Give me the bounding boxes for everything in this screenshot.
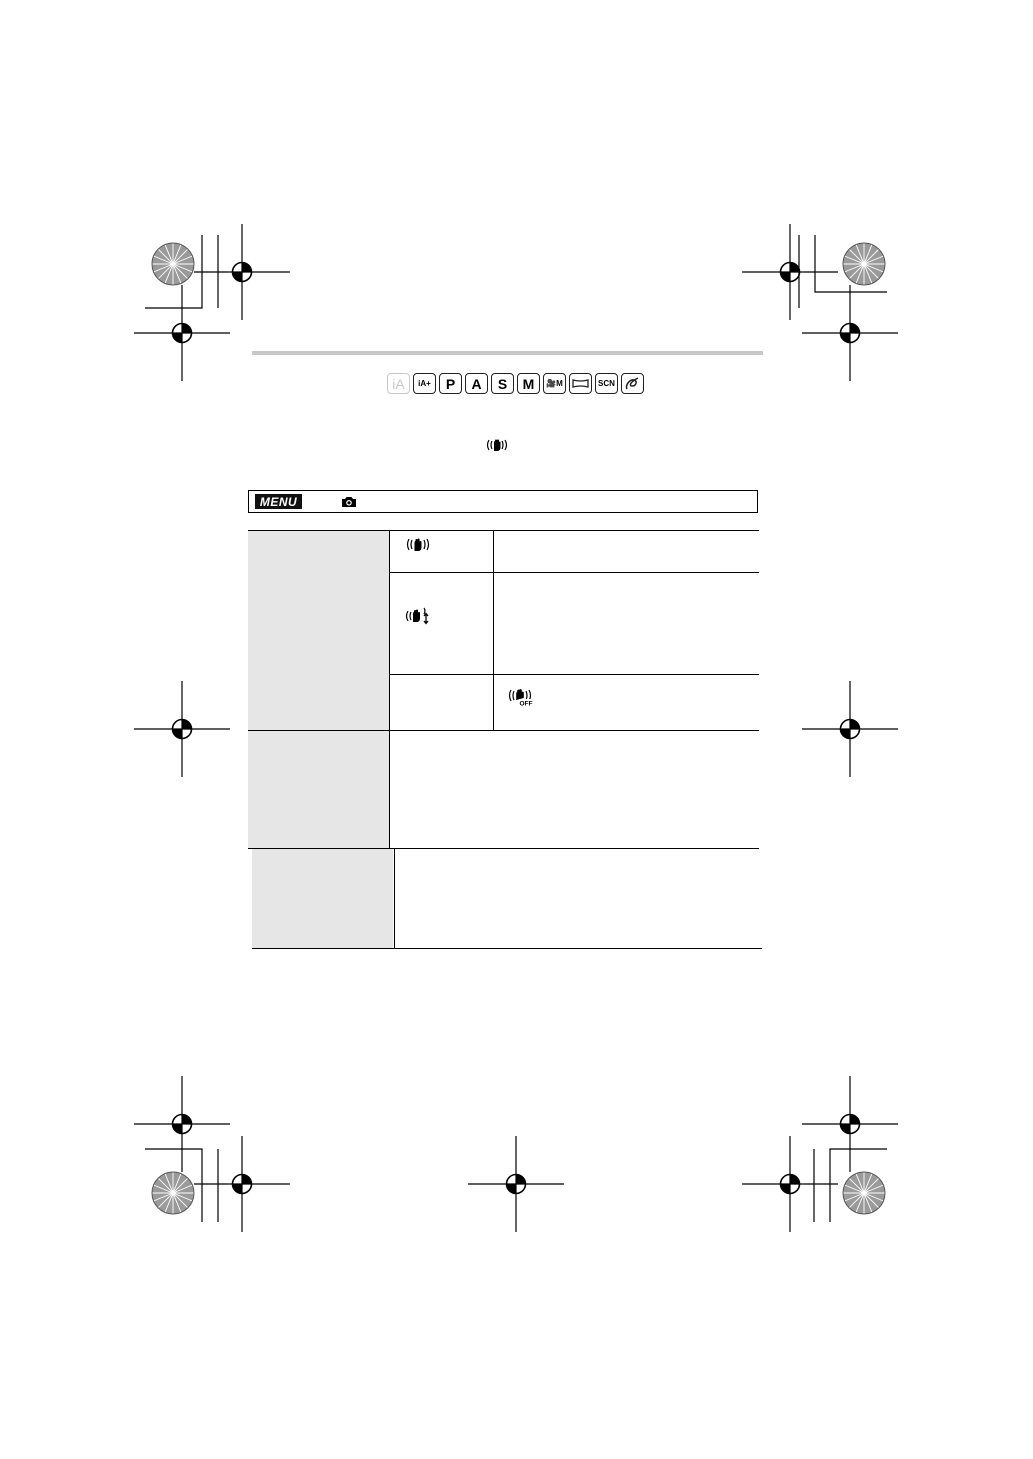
section-rule	[252, 351, 763, 355]
svg-text:OFF: OFF	[519, 700, 533, 706]
column-divider	[389, 730, 390, 848]
mode-creative-video-icon: 🎥M	[543, 373, 566, 394]
mode-m-icon: M	[517, 373, 540, 394]
table-bottom-border	[252, 948, 762, 949]
table-row-label-2	[248, 731, 389, 848]
column-divider	[493, 530, 494, 730]
row-divider	[389, 572, 759, 573]
mode-p-icon: P	[439, 373, 462, 394]
stabilizer-off-icon	[508, 687, 534, 706]
column-divider	[394, 848, 395, 948]
stabilizer-inline-icon	[486, 437, 508, 453]
mode-icons	[387, 373, 644, 395]
row-divider	[389, 674, 759, 675]
table-row-label-1	[248, 530, 389, 730]
row-divider	[248, 730, 759, 731]
mode-s-icon: S	[491, 373, 514, 394]
mode-panorama-icon	[569, 373, 592, 394]
mode-a-icon: A	[465, 373, 488, 394]
menu-badge: MENU	[255, 494, 302, 509]
mode-creative-control-icon	[621, 373, 644, 394]
table-row-label-3	[252, 849, 393, 948]
settings-table	[248, 530, 762, 949]
camera-icon	[341, 496, 357, 508]
row-divider	[248, 848, 759, 849]
mode-scene-icon: SCN	[595, 373, 618, 394]
table-top-border	[248, 530, 759, 531]
menu-path-bar	[248, 490, 758, 513]
stabilizer-normal-icon	[406, 536, 430, 553]
mode-intelligent-auto-plus-icon: iA+	[413, 373, 436, 394]
column-divider	[389, 530, 390, 730]
mode-intelligent-auto-icon: iA	[387, 373, 410, 394]
stabilizer-panning-icon	[405, 606, 433, 626]
